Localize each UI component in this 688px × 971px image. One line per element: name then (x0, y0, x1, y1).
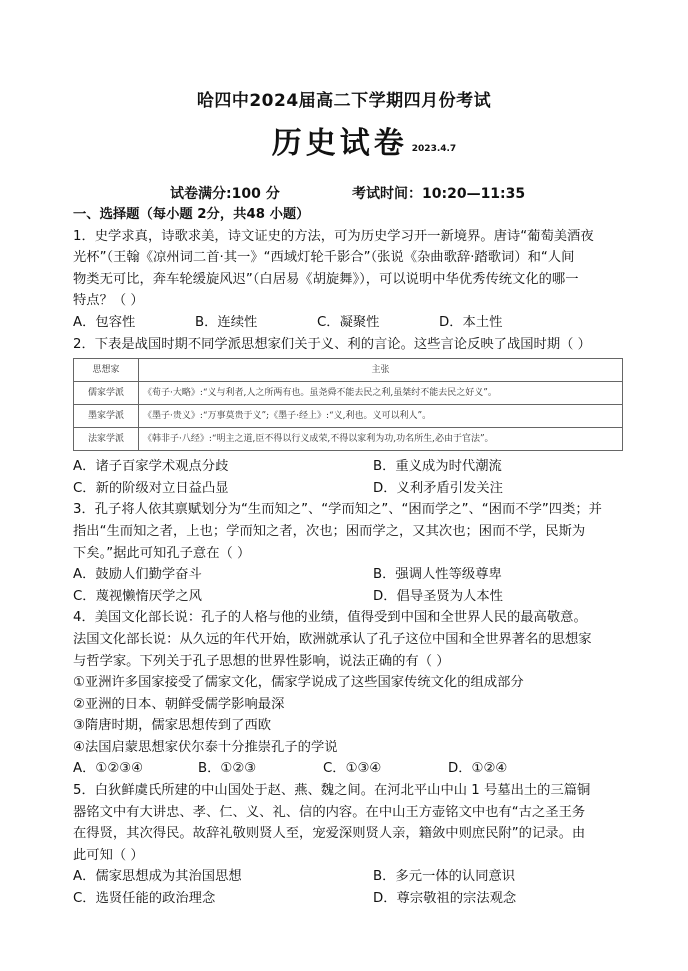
q4-option-b: B．①②③ (198, 761, 257, 777)
q4-line: 4．美国文化部长说：孔子的人格与他的业绩，值得受到中国和全世界人民的最高敬意。 (73, 610, 587, 626)
table-cell-view: 《荀子·大略》:“义与利者,人之所两有也。虽尧舜不能去民之利,虽桀纣不能去民之好义”。 (139, 382, 623, 405)
exam-time: 考试时间：10:20—11:35 (352, 186, 526, 202)
q2-options-row1 (73, 456, 623, 478)
q4-item: ②亚洲的日本、朝鲜受儒学影响最深 (73, 696, 285, 712)
q2-option-b: B．重义成为时代潮流 (373, 459, 502, 475)
q4-item: ③隋唐时期，儒家思想传到了西欧 (73, 718, 272, 734)
table-row (74, 405, 623, 428)
q2-option-c: C．新的阶级对立日益凸显 (73, 480, 229, 496)
question-5 (73, 780, 623, 910)
q4-line: 法国文化部长说：从久远的年代开始，欧洲就承认了孔子这位中国和全世界著名的思想家 (73, 631, 592, 647)
question-1 (73, 226, 623, 334)
question-4 (73, 607, 623, 780)
q2-table (73, 358, 623, 451)
question-content (73, 204, 623, 910)
q1-options (73, 312, 623, 334)
q5-options-row1 (73, 866, 623, 888)
q2-option-a: A．诸子百家学术观点分歧 (73, 459, 229, 475)
q4-option-d: D．①②④ (448, 761, 508, 777)
q5-options-row2 (73, 888, 623, 910)
q2-options-row2 (73, 478, 623, 500)
q3-line: 指出“生而知之者，上也；学而知之者，次也；困而学之，又其次也；困而不学，民斯为 (73, 523, 586, 539)
q4-item: ①亚洲许多国家接受了儒家文化，儒家学说成了这些国家传统文化的组成部分 (73, 675, 524, 691)
q4-line: 与哲学家。下列关于孔子思想的世界性影响，说法正确的有（ ） (73, 653, 450, 669)
exam-meta (0, 183, 688, 203)
q1-line: 1．史学求真，诗歌求美，诗文证史的方法，可为历史学习开一新境界。唐诗“葡萄美酒夜 (73, 228, 594, 244)
q3-options-row1 (73, 564, 623, 586)
q5-option-a: A．儒家思想成为其治国思想 (73, 869, 242, 885)
q2-option-d: D．义利矛盾引发关注 (373, 480, 503, 496)
q5-line: 在得贤，其次得民。故辞礼敬则贤人至，宠爱深则贤人亲，籍敛中则庶民附”的记录。由 (73, 826, 586, 842)
q3-option-a: A．鼓励人们勤学奋斗 (73, 567, 202, 583)
q3-option-b: B．强调人性等级尊卑 (373, 567, 502, 583)
q4-options (73, 758, 623, 780)
exam-date: 2023.4.7 (411, 144, 457, 154)
q3-line: 下矣。”据此可知孔子意在（ ） (73, 545, 251, 561)
table-cell-view: 《墨子·贵义》:“万事莫贵于义”;《墨子·经上》:“义,利也。义可以利人”。 (139, 405, 623, 428)
q3-options-row2 (73, 586, 623, 608)
q5-option-c: C．选贤任能的政治理念 (73, 891, 216, 907)
table-cell-view: 《韩非子·八经》:“明主之道,臣不得以行义成荣,不得以家利为功,功名所生,必由于官法”。 (139, 428, 623, 451)
exam-name: 哈四中2024届高二下学期四月份考试 (196, 91, 492, 111)
full-score: 试卷满分:100 分 (170, 186, 280, 202)
q1-line: 物类无可比，奔车轮缓旋风迟”（白居易《胡旋舞》），可以说明中华优秀传统文化的哪一 (73, 271, 579, 287)
q4-item: ④法国启蒙思想家伏尔泰十分推崇孔子的学说 (73, 739, 338, 755)
q5-option-b: B．多元一体的认同意识 (373, 869, 516, 885)
q5-line: 此可知（ ） (73, 847, 144, 863)
table-row (74, 428, 623, 451)
q3-line: 3．孔子将人依其禀赋划分为“生而知之”、“学而知之”、“困而学之”、“困而不学”四类；并 (73, 502, 602, 518)
table-cell-school: 儒家学派 (74, 382, 139, 405)
q1-option-b: B．连续性 (195, 314, 258, 330)
q3-option-d: D．倡导圣贤为人本性 (373, 588, 503, 604)
q5-line: 5．白狄鲜虞氏所建的中山国处于赵、燕、魏之间。在河北平山中山 1 号墓出土的三篇铜 (73, 783, 591, 799)
question-3 (73, 499, 623, 607)
q1-line: 特点？（ ） (73, 293, 144, 309)
table-cell-school: 法家学派 (74, 428, 139, 451)
q5-option-d: D．尊宗敬祖的宗法观念 (373, 891, 517, 907)
table-header-row (74, 359, 623, 382)
table-header-cell: 思想家 (74, 359, 139, 382)
q1-option-d: D．本土性 (439, 314, 503, 330)
q1-option-c: C．凝聚性 (317, 314, 380, 330)
q4-option-c: C．①③④ (323, 761, 382, 777)
q5-line: 器铭文中有大讲忠、孝、仁、义、礼、信的内容。在中山王方壶铭文中也有“古之圣王务 (73, 804, 586, 820)
section-title: 一、选择题（每小题 2分，共48 小题） (73, 207, 310, 222)
q2-stem: 2．下表是战国时期不同学派思想家们关于义、利的言论。这些言论反映了战国时期（ ） (73, 336, 591, 352)
q4-option-a: A．①②③④ (73, 761, 144, 777)
table-header-cell: 主张 (139, 359, 623, 382)
q1-line: 光杯”（王翰《凉州词二首·其一》“西域灯轮千影合”（张说《杂曲歌辞·踏歌词）和“人间 (73, 250, 575, 266)
subject-name: 历史试卷 (271, 126, 408, 161)
table-cell-school: 墨家学派 (74, 405, 139, 428)
q3-option-c: C．蔑视懒惰厌学之风 (73, 588, 202, 604)
question-2 (73, 334, 623, 500)
table-row (74, 382, 623, 405)
subject-title (20, 118, 688, 162)
q1-option-a: A．包容性 (73, 314, 136, 330)
